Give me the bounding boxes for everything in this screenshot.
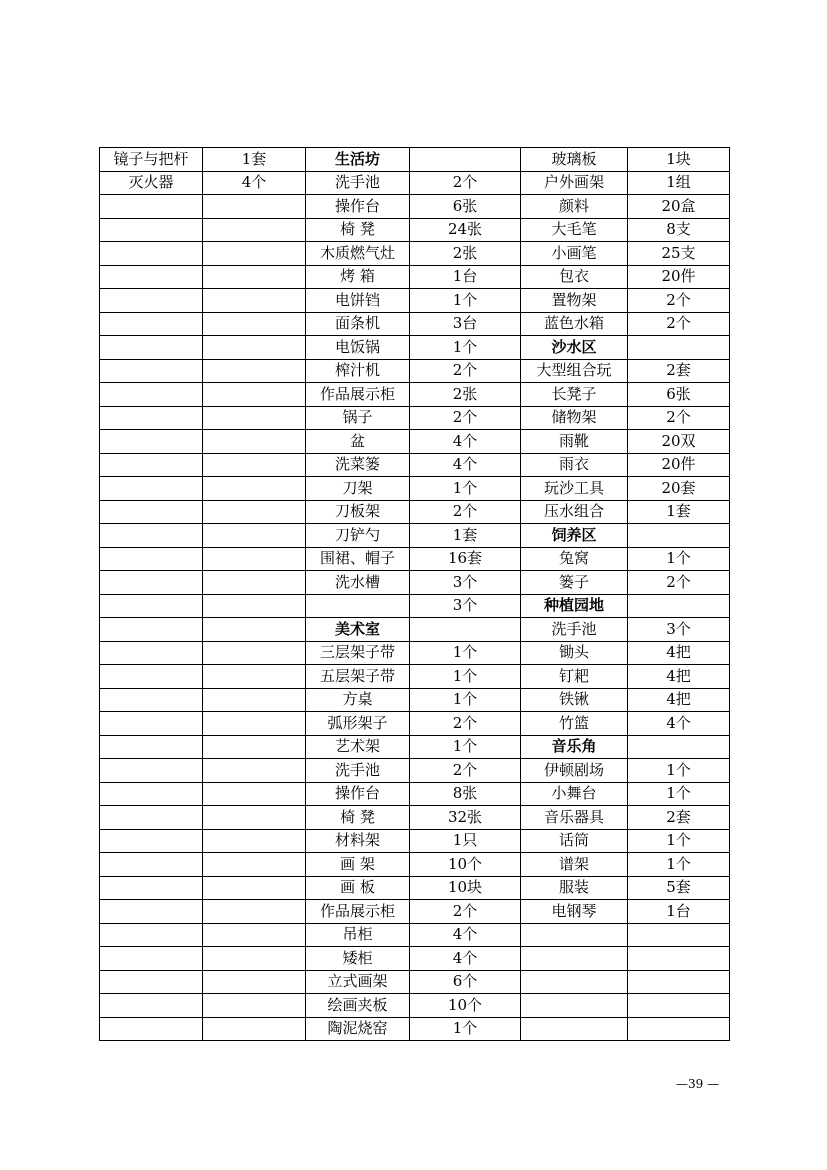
item-quantity-cell: 1个 [410,289,521,313]
table-row [100,289,730,313]
item-name-cell: 置物架 [521,289,628,313]
item-name-cell: 兔窝 [521,547,628,571]
item-quantity-cell: 8支 [628,218,730,242]
item-name-cell [100,383,203,407]
item-name-cell: 蓝色水箱 [521,312,628,336]
table-row [100,947,730,971]
equipment-table [99,147,730,1041]
table-row [100,453,730,477]
item-quantity-cell: 1个 [628,782,730,806]
item-quantity-cell: 1台 [628,900,730,924]
item-quantity-cell: 1个 [410,688,521,712]
item-name-cell: 榨汁机 [306,359,410,383]
item-quantity-cell: 5套 [628,876,730,900]
item-name-cell: 电饭锅 [306,336,410,360]
item-quantity-cell: 4个 [410,947,521,971]
item-quantity-cell: 2张 [410,383,521,407]
item-name-cell: 镜子与把杆 [100,148,203,172]
item-name-cell: 吊柜 [306,923,410,947]
item-name-cell [100,782,203,806]
table-row [100,1017,730,1041]
item-name-cell [100,406,203,430]
item-quantity-cell: 2个 [410,759,521,783]
item-quantity-cell: 20件 [628,265,730,289]
item-name-cell [100,665,203,689]
item-quantity-cell: 4把 [628,688,730,712]
table-row [100,218,730,242]
table-row [100,641,730,665]
item-name-cell [100,806,203,830]
item-name-cell: 大型组合玩 [521,359,628,383]
item-name-cell: 弧形架子 [306,712,410,736]
table-row [100,359,730,383]
item-name-cell: 锄头 [521,641,628,665]
item-quantity-cell: 3个 [410,594,521,618]
item-name-cell: 生活坊 [306,148,410,172]
item-name-cell: 储物架 [521,406,628,430]
table-row [100,594,730,618]
item-name-cell [521,923,628,947]
item-name-cell: 作品展示柜 [306,383,410,407]
item-name-cell [100,453,203,477]
item-quantity-cell: 2个 [410,900,521,924]
item-name-cell [100,594,203,618]
item-quantity-cell: 4个 [410,923,521,947]
item-name-cell: 颜料 [521,195,628,219]
item-quantity-cell [628,970,730,994]
item-quantity-cell: 4个 [628,712,730,736]
item-quantity-cell: 3台 [410,312,521,336]
item-name-cell [100,547,203,571]
table-row [100,171,730,195]
item-name-cell: 玻璃板 [521,148,628,172]
item-quantity-cell: 1个 [410,1017,521,1041]
item-name-cell: 电钢琴 [521,900,628,924]
item-quantity-cell: 1个 [410,477,521,501]
item-quantity-cell [203,430,306,454]
item-quantity-cell [203,571,306,595]
item-name-cell: 三层架子带 [306,641,410,665]
item-quantity-cell: 10块 [410,876,521,900]
item-quantity-cell: 2个 [628,571,730,595]
item-name-cell [100,923,203,947]
item-name-cell: 操作台 [306,782,410,806]
item-quantity-cell [203,477,306,501]
item-name-cell: 面条机 [306,312,410,336]
item-name-cell: 音乐角 [521,735,628,759]
item-quantity-cell [203,453,306,477]
item-name-cell [100,500,203,524]
item-name-cell: 绘画夹板 [306,994,410,1018]
item-quantity-cell: 2个 [410,712,521,736]
item-name-cell [100,477,203,501]
item-quantity-cell: 2个 [410,500,521,524]
item-quantity-cell [410,618,521,642]
item-name-cell: 雨靴 [521,430,628,454]
item-name-cell [100,265,203,289]
item-name-cell [100,359,203,383]
item-quantity-cell [203,735,306,759]
item-quantity-cell [203,524,306,548]
item-name-cell: 刀铲勺 [306,524,410,548]
item-name-cell: 锅子 [306,406,410,430]
item-quantity-cell: 4把 [628,665,730,689]
item-name-cell [100,242,203,266]
item-name-cell: 篓子 [521,571,628,595]
item-name-cell [521,994,628,1018]
item-name-cell: 木质燃气灶 [306,242,410,266]
item-name-cell: 椅 凳 [306,806,410,830]
item-quantity-cell: 1个 [410,336,521,360]
table-row [100,406,730,430]
item-quantity-cell: 24张 [410,218,521,242]
table-row [100,853,730,877]
item-name-cell [100,641,203,665]
item-quantity-cell [203,923,306,947]
item-quantity-cell [628,994,730,1018]
item-name-cell: 陶泥烧窑 [306,1017,410,1041]
item-name-cell: 画 架 [306,853,410,877]
item-name-cell [100,218,203,242]
table-row [100,782,730,806]
item-quantity-cell: 2个 [410,406,521,430]
item-quantity-cell [203,688,306,712]
item-quantity-cell [203,970,306,994]
item-quantity-cell [203,712,306,736]
item-quantity-cell: 2套 [628,359,730,383]
item-name-cell [521,947,628,971]
item-quantity-cell [203,876,306,900]
item-name-cell [100,759,203,783]
item-quantity-cell [203,383,306,407]
item-name-cell: 沙水区 [521,336,628,360]
item-quantity-cell [203,806,306,830]
item-quantity-cell [203,500,306,524]
page-number: —39 — [676,1077,720,1091]
item-quantity-cell [203,195,306,219]
item-quantity-cell: 32张 [410,806,521,830]
item-name-cell: 五层架子带 [306,665,410,689]
item-name-cell [100,1017,203,1041]
item-quantity-cell: 1个 [628,759,730,783]
item-name-cell: 围裙、帽子 [306,547,410,571]
item-quantity-cell: 4个 [410,453,521,477]
item-name-cell [100,876,203,900]
item-quantity-cell: 4个 [203,171,306,195]
item-name-cell: 烤 箱 [306,265,410,289]
item-name-cell: 刀架 [306,477,410,501]
item-name-cell: 伊顿剧场 [521,759,628,783]
item-quantity-cell [203,312,306,336]
item-quantity-cell [628,923,730,947]
table-row [100,242,730,266]
table-row [100,970,730,994]
item-name-cell [100,336,203,360]
item-name-cell [100,571,203,595]
item-quantity-cell [203,994,306,1018]
item-quantity-cell [203,665,306,689]
item-quantity-cell [203,947,306,971]
item-name-cell [100,688,203,712]
item-quantity-cell: 6个 [410,970,521,994]
item-name-cell: 操作台 [306,195,410,219]
item-name-cell: 谱架 [521,853,628,877]
table-row [100,195,730,219]
table-row [100,336,730,360]
item-name-cell: 种植园地 [521,594,628,618]
item-name-cell: 话筒 [521,829,628,853]
item-name-cell [100,312,203,336]
item-quantity-cell [628,947,730,971]
item-name-cell: 长凳子 [521,383,628,407]
table-row [100,923,730,947]
item-name-cell: 作品展示柜 [306,900,410,924]
table-row [100,148,730,172]
item-quantity-cell: 3个 [628,618,730,642]
item-quantity-cell: 2张 [410,242,521,266]
item-quantity-cell: 1个 [410,641,521,665]
item-name-cell [100,289,203,313]
table-row [100,665,730,689]
item-quantity-cell: 4把 [628,641,730,665]
item-quantity-cell [410,148,521,172]
item-quantity-cell: 1个 [628,547,730,571]
item-name-cell: 洗菜篓 [306,453,410,477]
table-row [100,829,730,853]
item-quantity-cell [203,829,306,853]
item-name-cell: 灭火器 [100,171,203,195]
item-name-cell: 包衣 [521,265,628,289]
item-quantity-cell: 2个 [410,171,521,195]
item-quantity-cell [203,594,306,618]
item-name-cell [306,594,410,618]
item-name-cell: 椅 凳 [306,218,410,242]
item-quantity-cell: 2个 [410,359,521,383]
item-name-cell: 竹篮 [521,712,628,736]
item-quantity-cell [203,641,306,665]
item-quantity-cell [628,524,730,548]
item-quantity-cell [203,759,306,783]
item-quantity-cell: 1个 [410,665,521,689]
item-quantity-cell [203,406,306,430]
item-name-cell: 玩沙工具 [521,477,628,501]
item-quantity-cell [203,336,306,360]
item-name-cell [100,829,203,853]
item-name-cell [100,900,203,924]
item-quantity-cell: 2个 [628,312,730,336]
item-quantity-cell: 25支 [628,242,730,266]
item-quantity-cell: 1只 [410,829,521,853]
item-name-cell: 盆 [306,430,410,454]
item-quantity-cell: 1套 [410,524,521,548]
table-row [100,383,730,407]
item-quantity-cell [203,218,306,242]
item-name-cell [100,618,203,642]
item-name-cell: 刀板架 [306,500,410,524]
item-name-cell: 饲养区 [521,524,628,548]
item-quantity-cell: 2套 [628,806,730,830]
table-row [100,265,730,289]
item-quantity-cell: 16套 [410,547,521,571]
item-name-cell [100,195,203,219]
item-quantity-cell: 1组 [628,171,730,195]
table-row [100,571,730,595]
item-name-cell: 矮柜 [306,947,410,971]
item-quantity-cell [203,359,306,383]
table-row [100,547,730,571]
item-quantity-cell [203,900,306,924]
item-name-cell: 压水组合 [521,500,628,524]
item-quantity-cell [203,265,306,289]
item-name-cell: 立式画架 [306,970,410,994]
item-name-cell [100,430,203,454]
item-quantity-cell: 1个 [410,735,521,759]
item-quantity-cell: 8张 [410,782,521,806]
item-name-cell: 户外画架 [521,171,628,195]
item-name-cell [100,712,203,736]
item-quantity-cell: 20件 [628,453,730,477]
table-row [100,477,730,501]
item-name-cell: 材料架 [306,829,410,853]
item-quantity-cell [628,336,730,360]
item-name-cell: 钉耙 [521,665,628,689]
item-quantity-cell [203,618,306,642]
item-quantity-cell [203,853,306,877]
item-name-cell: 服装 [521,876,628,900]
item-name-cell: 小画笔 [521,242,628,266]
item-quantity-cell: 1台 [410,265,521,289]
item-name-cell: 音乐器具 [521,806,628,830]
item-quantity-cell [203,289,306,313]
item-name-cell [521,970,628,994]
item-name-cell [100,735,203,759]
table-row [100,900,730,924]
item-name-cell: 雨衣 [521,453,628,477]
item-quantity-cell [628,1017,730,1041]
table-row [100,994,730,1018]
item-quantity-cell: 20双 [628,430,730,454]
item-quantity-cell: 1套 [203,148,306,172]
item-quantity-cell: 2个 [628,406,730,430]
table-row [100,759,730,783]
table-row [100,500,730,524]
item-quantity-cell [203,782,306,806]
item-quantity-cell: 2个 [628,289,730,313]
item-quantity-cell [203,547,306,571]
table-row [100,806,730,830]
table-row [100,735,730,759]
item-quantity-cell: 10个 [410,853,521,877]
item-name-cell: 方桌 [306,688,410,712]
table-row [100,618,730,642]
item-name-cell: 铁锹 [521,688,628,712]
item-name-cell: 洗手池 [521,618,628,642]
item-quantity-cell: 6张 [628,383,730,407]
item-name-cell: 艺术架 [306,735,410,759]
item-name-cell: 洗水槽 [306,571,410,595]
item-quantity-cell: 1套 [628,500,730,524]
item-quantity-cell [203,242,306,266]
table-row [100,524,730,548]
table-row [100,312,730,336]
item-quantity-cell: 3个 [410,571,521,595]
item-name-cell: 美术室 [306,618,410,642]
item-quantity-cell: 6张 [410,195,521,219]
item-quantity-cell: 20盒 [628,195,730,219]
item-name-cell [100,994,203,1018]
item-name-cell: 大毛笔 [521,218,628,242]
table-row [100,430,730,454]
item-name-cell [100,853,203,877]
table-row [100,688,730,712]
item-quantity-cell [203,1017,306,1041]
item-quantity-cell [628,594,730,618]
item-quantity-cell: 4个 [410,430,521,454]
item-quantity-cell: 1个 [628,853,730,877]
item-quantity-cell: 10个 [410,994,521,1018]
item-quantity-cell: 20套 [628,477,730,501]
item-name-cell: 电饼铛 [306,289,410,313]
item-name-cell: 画 板 [306,876,410,900]
table-row [100,876,730,900]
item-name-cell [521,1017,628,1041]
item-quantity-cell: 1块 [628,148,730,172]
item-name-cell [100,947,203,971]
item-name-cell: 洗手池 [306,171,410,195]
item-name-cell: 洗手池 [306,759,410,783]
item-name-cell [100,970,203,994]
item-name-cell: 小舞台 [521,782,628,806]
item-quantity-cell: 1个 [628,829,730,853]
item-quantity-cell [628,735,730,759]
table-row [100,712,730,736]
item-name-cell [100,524,203,548]
